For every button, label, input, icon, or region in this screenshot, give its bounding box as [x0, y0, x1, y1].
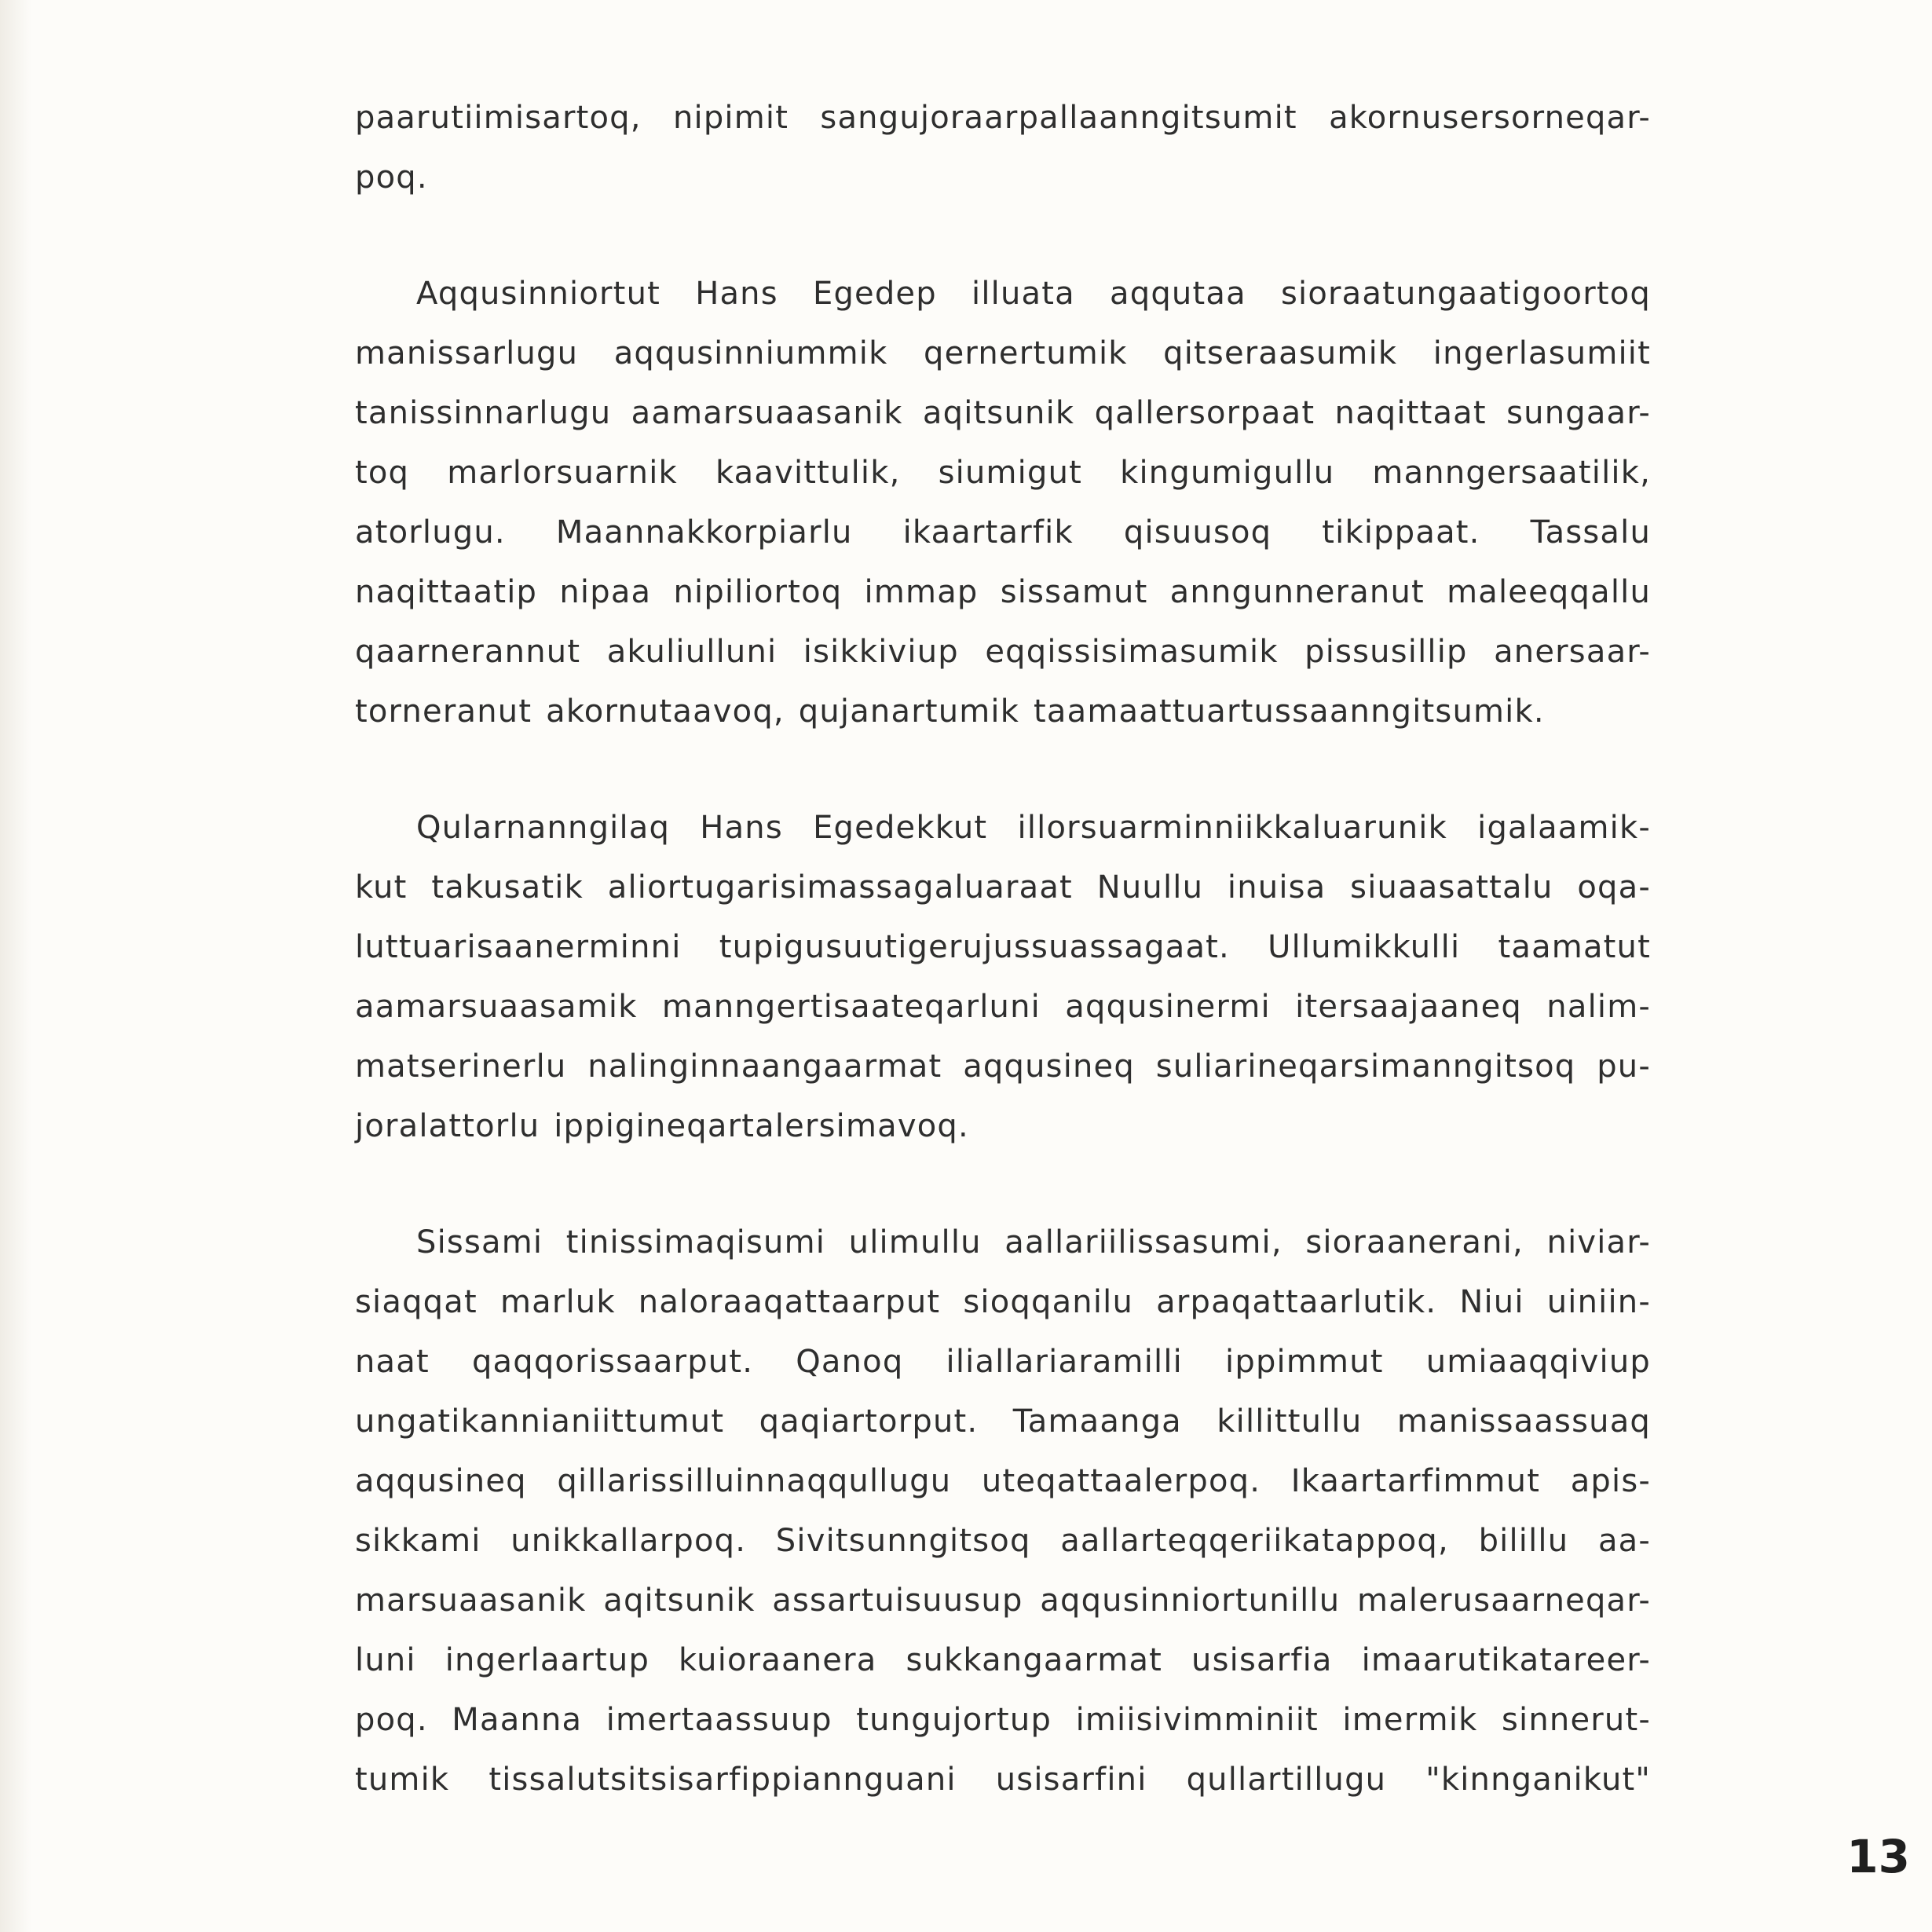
text-line: kut takusatik aliortugarisimassagaluaraat Nuullu inuisa siuaasattalu oqa- [355, 869, 1651, 906]
text-line: ungatikannianiittumut qaqiartorput. Tamaanga killittullu manissaassuaq [355, 1403, 1651, 1440]
paragraph-3 [355, 798, 1651, 1156]
paragraph-4 [355, 1213, 1651, 1809]
text-line: atorlugu. Maannakkorpiarlu ikaartarfik qisuusoq tikippaat. Tassalu [355, 514, 1651, 551]
text-line: sikkami unikkallarpoq. Sivitsunngitsoq aallarteqqeriikatappoq, bilillu aa- [355, 1523, 1651, 1559]
text-line: naat qaqqorissaarput. Qanoq iliallariaramilli ippimmut umiaaqqiviup [355, 1344, 1651, 1380]
text-line: aqqusineq qillarissilluinnaqqullugu uteqattaalerpoq. Ikaartarfimmut apis- [355, 1463, 1651, 1499]
text-line: poq. Maanna imertaassuup tungujortup imiisivimminiit imermik sinnerut- [355, 1702, 1651, 1738]
page-gutter-shadow [0, 0, 31, 1932]
text-line: naqittaatip nipaa nipiliortoq immap sissamut anngunneranut maleeqqallu [355, 574, 1651, 610]
text-line: Aqqusinniortut Hans Egedep illuata aqqutaa sioraatungaatigoortoq [416, 276, 1651, 312]
text-line: Sissami tinissimaqisumi ulimullu aallariilissasumi, sioraanerani, niviar- [416, 1224, 1651, 1261]
text-line: marsuaasanik aqitsunik assartuisuusup aqqusinniortunillu malerusaarneqar- [355, 1583, 1651, 1619]
text-line: manissarlugu aqqusinniummik qernertumik qitseraasumik ingerlasumiit [355, 335, 1651, 371]
body-text [355, 88, 1651, 1866]
text-line: qaarnerannut akuliulluni isikkiviup eqqissisimasumik pissusillip anersaar- [355, 634, 1651, 670]
text-line: Qularnanngilaq Hans Egedekkut illorsuarminniikkaluarunik igalaamik- [416, 810, 1651, 846]
text-line: paarutiimisartoq, nipimit sangujoraarpallaanngitsumit akornusersorneqar- [355, 100, 1651, 136]
text-line: luttuarisaanerminni tupigusuutigerujussuassagaat. Ullumikkulli taamatut [355, 929, 1651, 965]
text-line: matserinerlu nalinginnaangaarmat aqqusineq suliarineqarsimanngitsoq pu- [355, 1048, 1651, 1085]
text-line: tumik tissalutsitsisarfippiannguani usisarfini qullartillugu "kinnganikut" [355, 1762, 1651, 1798]
text-line: aamarsuaasamik manngertisaateqarluni aqqusinermi itersaajaaneq nalim- [355, 989, 1651, 1025]
page-number: 13 [1846, 1830, 1910, 1883]
paragraph-2 [355, 264, 1651, 741]
text-line: tanissinnarlugu aamarsuaasanik aqitsunik qallersorpaat naqittaat sungaar- [355, 395, 1651, 431]
text-line: siaqqat marluk naloraaqattaarput sioqqanilu arpaqattaarlutik. Niui uiniin- [355, 1284, 1651, 1320]
text-line: poq. [355, 159, 428, 196]
paragraph-1 [355, 88, 1651, 207]
text-line: torneranut akornutaavoq, qujanartumik taamaattuartussaanngitsumik. [355, 693, 1545, 730]
text-line: joralattorlu ippigineqartalersimavoq. [355, 1108, 969, 1144]
text-line: toq marlorsuarnik kaavittulik, siumigut kingumigullu manngersaatilik, [355, 455, 1651, 491]
text-line: luni ingerlaartup kuioraanera sukkangaarmat usisarfia imaarutikatareer- [355, 1642, 1651, 1678]
